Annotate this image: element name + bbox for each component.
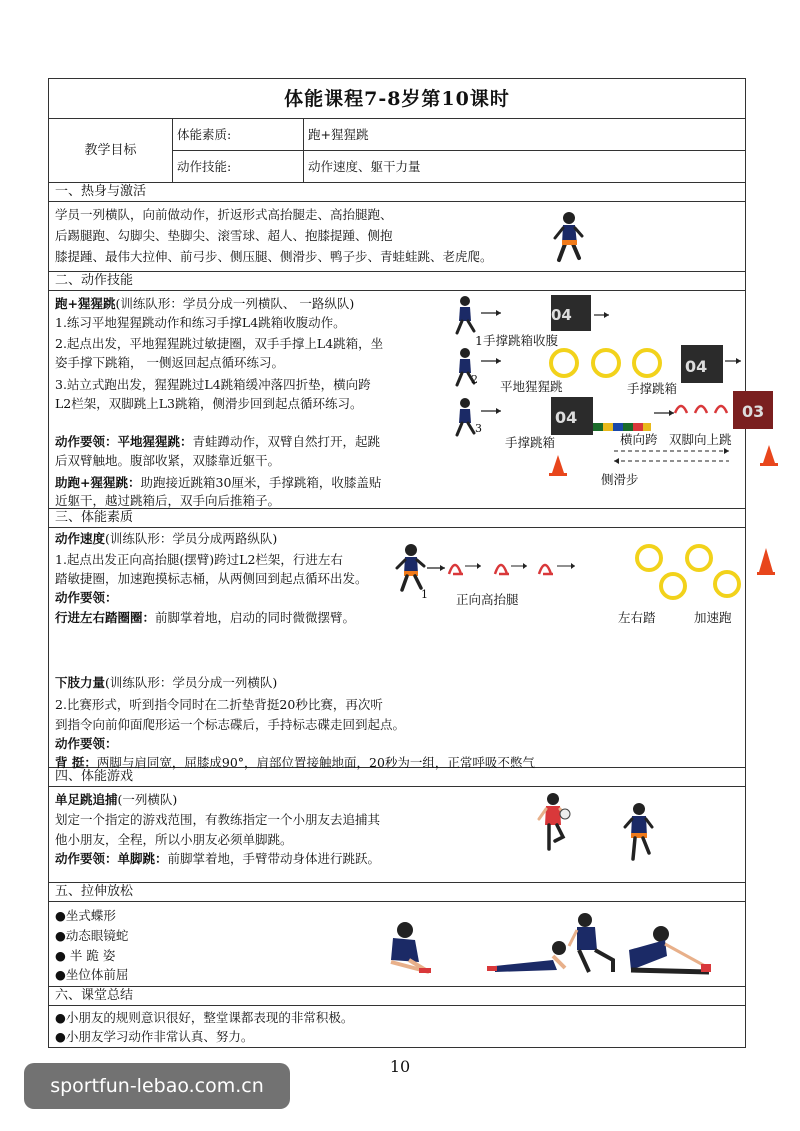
- warmup-line-1: 学员一列横队，向前做动作，折返形式高抬腿走、高抬腿跑、: [55, 207, 393, 222]
- warmup-line-3: 膝提踵、最伟大拉伸、前弓步、侧压腿、侧滑步、鸭子步、青蛙蛙跳、老虎爬。: [55, 249, 493, 264]
- speed-line-1: 1.起点出发正向高抬腿(摆臂)跨过L2栏架，行进左右: [55, 552, 343, 567]
- key1-text: 青蛙蹲动作，双臂自然打开，起跳: [192, 434, 381, 449]
- row3-label-4: 侧滑步: [601, 472, 639, 487]
- stretch-item-4: ●坐位体前屈: [55, 967, 129, 982]
- power-key-text: 两脚与肩同宽，屈膝成90°，肩部位置接触地面，20秒为一组，正常呼吸不憋气: [96, 755, 535, 770]
- power-key-label: 动作要领：: [55, 736, 118, 751]
- power-key-title: 背 挺：: [55, 755, 97, 770]
- speed-key-text: 前脚掌着地，启动的同时微微摆臂。: [155, 610, 356, 625]
- quality-key: 体能素质:: [173, 119, 304, 151]
- stretch-body: [49, 902, 745, 987]
- key1-label: 动作要领：: [55, 434, 118, 449]
- box-number-2: 04: [685, 357, 708, 376]
- power-title: 下肢力量: [55, 675, 106, 690]
- page-title: 体能课程7-8岁第10课时: [49, 79, 745, 119]
- kid-icon-row3: [457, 398, 474, 435]
- drill-heading: [55, 293, 354, 314]
- speed-key-label: 动作要领：: [55, 590, 118, 605]
- game-title-line: [55, 789, 177, 810]
- row3-label-3: 双脚向上跳: [669, 432, 732, 447]
- kid-icon-row1: [457, 296, 474, 333]
- chasing-kid-icon: [625, 803, 652, 859]
- drill-title: 跑+猩猩跳: [55, 296, 116, 311]
- skills-heading: 二、动作技能: [49, 272, 745, 291]
- game-key-title: 单脚跳：: [117, 851, 168, 866]
- game-key-text: 前脚掌着地，手臂带动身体进行跳跃。: [167, 851, 381, 866]
- game-heading: 四、体能游戏: [49, 768, 745, 787]
- teaching-goals: [49, 119, 745, 183]
- box-number-1: 04: [551, 306, 572, 324]
- row2-number: 2: [471, 373, 478, 386]
- game-body: [49, 787, 745, 883]
- summary-item-1: ●小朋友的规则意识很好，整堂课都表现的非常积极。: [55, 1010, 354, 1025]
- row2-label-1: 平地猩猩跳: [500, 379, 563, 394]
- speed-label-3: 加速跑: [694, 610, 732, 625]
- speed-formation: (训练队形：学员分成两路纵队): [105, 531, 278, 546]
- stretch-item-1: ●坐式蝶形: [55, 908, 116, 923]
- hopping-kid-icon: [539, 793, 570, 849]
- summary-heading: 六、课堂总结: [49, 987, 745, 1006]
- quality-value: 跑+猩猩跳: [304, 119, 745, 151]
- cobra-kid-icon: [487, 941, 566, 972]
- row2-label-2: 手撑跳箱: [627, 381, 678, 396]
- box-number-3: 04: [555, 408, 578, 427]
- fitness-body: [49, 528, 745, 768]
- running-kid-icon: [549, 210, 589, 270]
- box-number-4: 03: [742, 402, 765, 421]
- power-line-1: 2.比赛形式，听到指令同时在二折垫背挺20秒比赛，再次听: [55, 697, 383, 712]
- game-formation: (一列横队): [117, 792, 178, 807]
- goals-label: 教学目标: [49, 119, 173, 182]
- skills-key-1: [55, 431, 380, 452]
- speed-key-title: 行进左右踏圈圈：: [55, 610, 156, 625]
- speed-diagram: [397, 542, 745, 632]
- page-number: 10: [389, 1057, 411, 1076]
- power-heading: [55, 672, 277, 693]
- kid-icon-speed: [397, 544, 424, 590]
- stretch-kids-illustration: [369, 910, 679, 985]
- stretch-heading: 五、拉伸放松: [49, 883, 745, 902]
- butterfly-sit-kid-icon: [391, 922, 431, 973]
- game-key: [55, 848, 380, 869]
- speed-diagram-number: 1: [421, 588, 428, 601]
- watermark: sportfun-lebao.com.cn: [24, 1063, 290, 1109]
- summary-item-2: ●小朋友学习动作非常认真、努力。: [55, 1029, 254, 1044]
- skill-key: 动作技能:: [173, 151, 304, 182]
- drill-step-3: 3.站立式跑出发，猩猩跳过L4跳箱缓冲落四折垫，横向跨: [55, 377, 371, 392]
- row3-label-2: 横向跨: [620, 432, 658, 447]
- warmup-heading: 一、热身与激活: [49, 183, 745, 202]
- stretch-item-2: ●动态眼镜蛇: [55, 928, 129, 943]
- game-line-2: 他小朋友，全程，所以小朋友必须单脚跳。: [55, 832, 293, 847]
- speed-key: [55, 607, 355, 628]
- key2-text: 助跑接近跳箱30厘米，手撑跳箱，收膝盖贴: [140, 475, 382, 490]
- key2-text-2: 近躯干，越过跳箱后，双手向后推箱子。: [55, 493, 281, 508]
- lesson-plan-table: [48, 78, 765, 1048]
- speed-line-2: 踏敏捷圈，加速跑摸标志桶，从两侧回到起点循环出发。: [55, 571, 368, 586]
- summary-body: [49, 1006, 745, 1048]
- row3-label-1: 手撑跳箱: [505, 435, 556, 450]
- warmup-body: [49, 202, 745, 272]
- row1-label: 1手撑跳箱收腹: [475, 333, 558, 348]
- half-kneel-kid-icon: [569, 913, 613, 972]
- skill-value: 动作速度、躯干力量: [308, 159, 421, 174]
- power-formation: (训练队形：学员分成一列横队): [105, 675, 278, 690]
- warmup-line-2: 后踢腿跑、勾脚尖、垫脚尖、滚雪球、超人、抱膝提踵、侧抱: [55, 228, 393, 243]
- speed-label-2: 左右踏: [618, 610, 656, 625]
- drill-diagram: [449, 291, 749, 507]
- game-kids-illustration: [537, 791, 667, 881]
- forward-bend-kid-icon: [629, 926, 711, 972]
- key2-title: 助跑+猩猩跳：: [55, 475, 141, 490]
- drill-step-3b: L2栏架，双脚跳上L3跳箱，侧滑步回到起点循环练习。: [55, 396, 363, 411]
- speed-heading: [55, 528, 277, 549]
- drill-formation: (训练队形：学员分成一列横队、 一路纵队): [115, 296, 355, 311]
- speed-label-1: 正向高抬腿: [456, 592, 519, 607]
- drill-step-2: 2.起点出发，平地猩猩跳过敏捷圈，双手手撑上L4跳箱，坐: [55, 336, 384, 351]
- game-title: 单足跳追捕: [55, 792, 118, 807]
- skills-body: [49, 291, 765, 509]
- power-line-2: 到指令向前仰面爬形运一个标志碟后，手持标志碟走回到起点。: [55, 717, 406, 732]
- row3-number: 3: [475, 422, 482, 435]
- game-key-label: 动作要领：: [55, 851, 118, 866]
- stretch-item-3: ● 半 跪 姿: [55, 948, 116, 963]
- drill-step-2b: 姿手撑下跳箱， 一侧返回起点循环练习。: [55, 355, 284, 370]
- drill-step-1: 1.练习平地猩猩跳动作和练习手撑L4跳箱收腹动作。: [55, 315, 346, 330]
- speed-title: 动作速度: [55, 531, 106, 546]
- fitness-heading: 三、体能素质: [49, 509, 745, 528]
- key1-title: 平地猩猩跳：: [117, 434, 193, 449]
- game-line-1: 划定一个指定的游戏范围，有教练指定一个小朋友去追捕其: [55, 812, 381, 827]
- key1-text-2: 后双臂触地。腹部收紧，双膝靠近躯干。: [55, 453, 281, 468]
